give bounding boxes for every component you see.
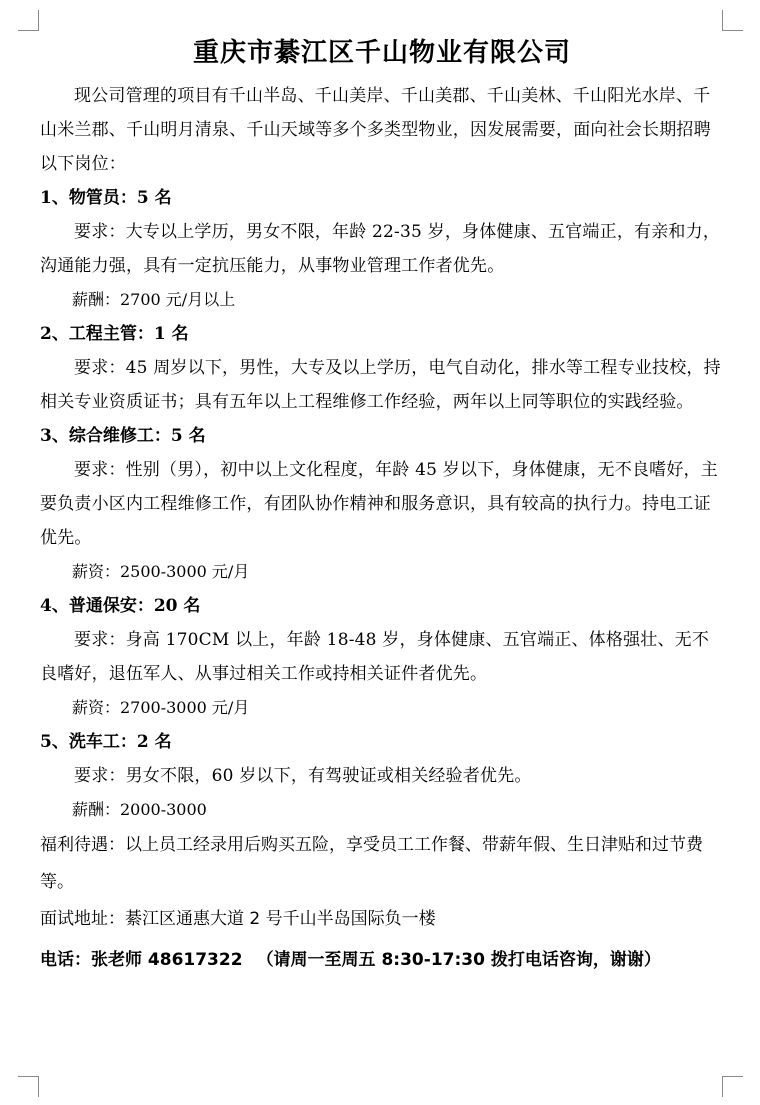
crop-mark-top-left — [18, 10, 39, 31]
crop-mark-bottom-right — [722, 1076, 743, 1097]
position-pay: 薪酬：2000-3000 — [72, 800, 207, 819]
position-pay: 薪资：2700-3000 元/月 — [72, 698, 250, 717]
interview-address: 面试地址：綦江区通惠大道 2 号千山半岛国际负一楼 — [40, 909, 436, 929]
contact-hours-note: （请周一至周五 8:30-17:30 拨打电话咨询，谢谢） — [256, 950, 661, 970]
position-pay: 薪酬：2700 元/月以上 — [72, 290, 236, 309]
position-requirement: 要求：大专以上学历，男女不限，年龄 22-35 岁，身体健康、五官端正，有亲和力，沟通能力强，具有一定抗压能力，从事物业管理工作者优先。 — [40, 222, 721, 276]
crop-mark-bottom-left — [18, 1076, 39, 1097]
contact-phone-line — [40, 942, 724, 979]
position-section-5 — [40, 725, 724, 827]
position-pay: 薪资：2500-3000 元/月 — [72, 562, 250, 581]
document-title: 重庆市綦江区千山物业有限公司 — [192, 38, 571, 68]
benefits-paragraph: 福利待遇：以上员工经录用后购买五险，享受员工工作餐、带薪年假、生日津贴和过节费等。 — [40, 835, 703, 892]
position-requirement: 要求：45 周岁以下，男性，大专及以上学历，电气自动化，排水等工程专业技校，持相关专业资质证书；具有五年以上工程维修工作经验，两年以上同等职位的实践经验。 — [40, 358, 721, 412]
document-body — [40, 28, 724, 979]
position-requirement: 要求：男女不限，60 岁以下，有驾驶证或相关经验者优先。 — [74, 766, 532, 786]
contact-phone: 电话：张老师 48617322 — [40, 950, 243, 970]
position-section-1 — [40, 181, 724, 317]
position-section-4 — [40, 589, 724, 725]
position-heading: 4、普通保安：20 名 — [40, 596, 201, 616]
position-requirement: 要求：身高 170CM 以上，年龄 18-48 岁，身体健康、五官端正、体格强壮、无不良嗜好，退伍军人、从事过相关工作或持相关证件者优先。 — [40, 630, 710, 684]
position-heading: 5、洗车工：2 名 — [40, 732, 172, 752]
crop-mark-top-right — [722, 10, 743, 31]
position-requirement: 要求：性别（男），初中以上文化程度，年龄 45 岁以下，身体健康，无不良嗜好，主要负责小区内工程维修工作，有团队协作精神和服务意识，具有较高的执行力。持电工证优先。 — [40, 460, 718, 548]
position-heading: 3、综合维修工：5 名 — [40, 426, 206, 446]
position-heading: 2、工程主管：1 名 — [40, 324, 189, 344]
intro-paragraph: 现公司管理的项目有千山半岛、千山美岸、千山美郡、千山美林、千山阳光水岸、千山米兰郡、千山明月清泉、千山天域等多个多类型物业，因发展需要，面向社会长期招聘以下岗位： — [40, 86, 711, 174]
position-section-3 — [40, 419, 724, 589]
position-heading: 1、物管员：5 名 — [40, 188, 172, 208]
position-section-2 — [40, 317, 724, 419]
